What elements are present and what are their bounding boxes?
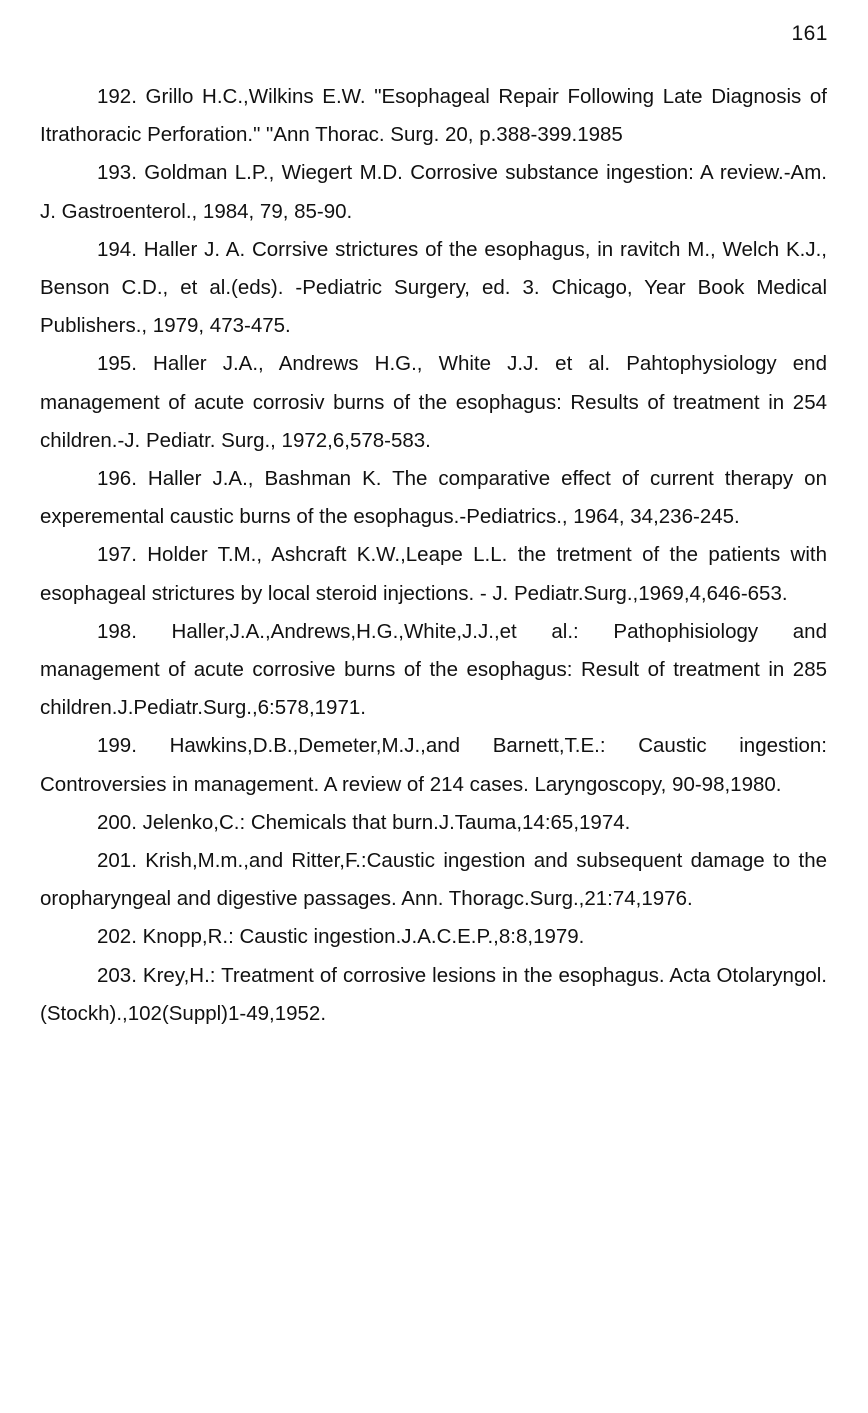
reference-item: 202. Knopp,R.: Caustic ingestion.J.A.C.E.P.,8:8,1979. <box>97 925 585 949</box>
reference-item: 194. Haller J. A. Corrsive strictures of the esophagus, in ravitch M., Welch K.J., Benson C.D., et al.(eds). -Pediatric Surgery, ed. 3. Chicago, Year Book Medical Publishers., 1979, 473-475. <box>40 237 827 338</box>
reference-item: 193. Goldman L.P., Wiegert M.D. Corrosive substance ingestion: A review.-Am. J. Gastroenterol., 1984, 79, 85-90. <box>40 161 827 223</box>
reference-list <box>40 78 827 1033</box>
page-number: 161 <box>791 22 828 45</box>
reference-item: 197. Holder T.M., Ashcraft K.W.,Leape L.L. the tretment of the patients with esophageal strictures by local steroid injections. - J. Pediatr.Surg.,1969,4,646-653. <box>40 543 827 605</box>
reference-item: 201. Krish,M.m.,and Ritter,F.:Caustic ingestion and subsequent damage to the oropharyngeal and digestive passages. Ann. Thoragc.Surg.,21:74,1976. <box>40 849 827 911</box>
reference-item: 199. Hawkins,D.B.,Demeter,M.J.,and Barnett,T.E.: Caustic ingestion: Controversies in management. A review of 214 cases. Laryngoscopy, 90-98,1980. <box>40 734 827 796</box>
reference-item: 196. Haller J.A., Bashman K. The comparative effect of current therapy on experemental caustic burns of the esophagus.-Pediatrics., 1964, 34,236-245. <box>40 467 827 529</box>
reference-item: 200. Jelenko,C.: Chemicals that burn.J.Tauma,14:65,1974. <box>97 810 631 834</box>
reference-item: 198. Haller,J.A.,Andrews,H.G.,White,J.J.,et al.: Pathophisiology and management of acute corrosive burns of the esophagus: Result of treatment in 285 children.J.Pediatr.Surg.,6:578,1971. <box>40 619 827 720</box>
reference-item: 192. Grillo H.C.,Wilkins E.W. "Esophageal Repair Following Late Diagnosis of Itrathoracic Perforation." "Ann Thorac. Surg. 20, p.388-399.1985 <box>40 85 827 147</box>
reference-item: 203. Krey,H.: Treatment of corrosive lesions in the esophagus. Acta Otolaryngol. (Stockh).,102(Suppl)1-49,1952. <box>40 963 827 1025</box>
reference-item: 195. Haller J.A., Andrews H.G., White J.J. et al. Pahtophysiology end management of acute corrosiv burns of the esophagus: Results of treatment in 254 children.-J. Pediatr. Surg., 1972,6,578-583. <box>40 352 827 452</box>
